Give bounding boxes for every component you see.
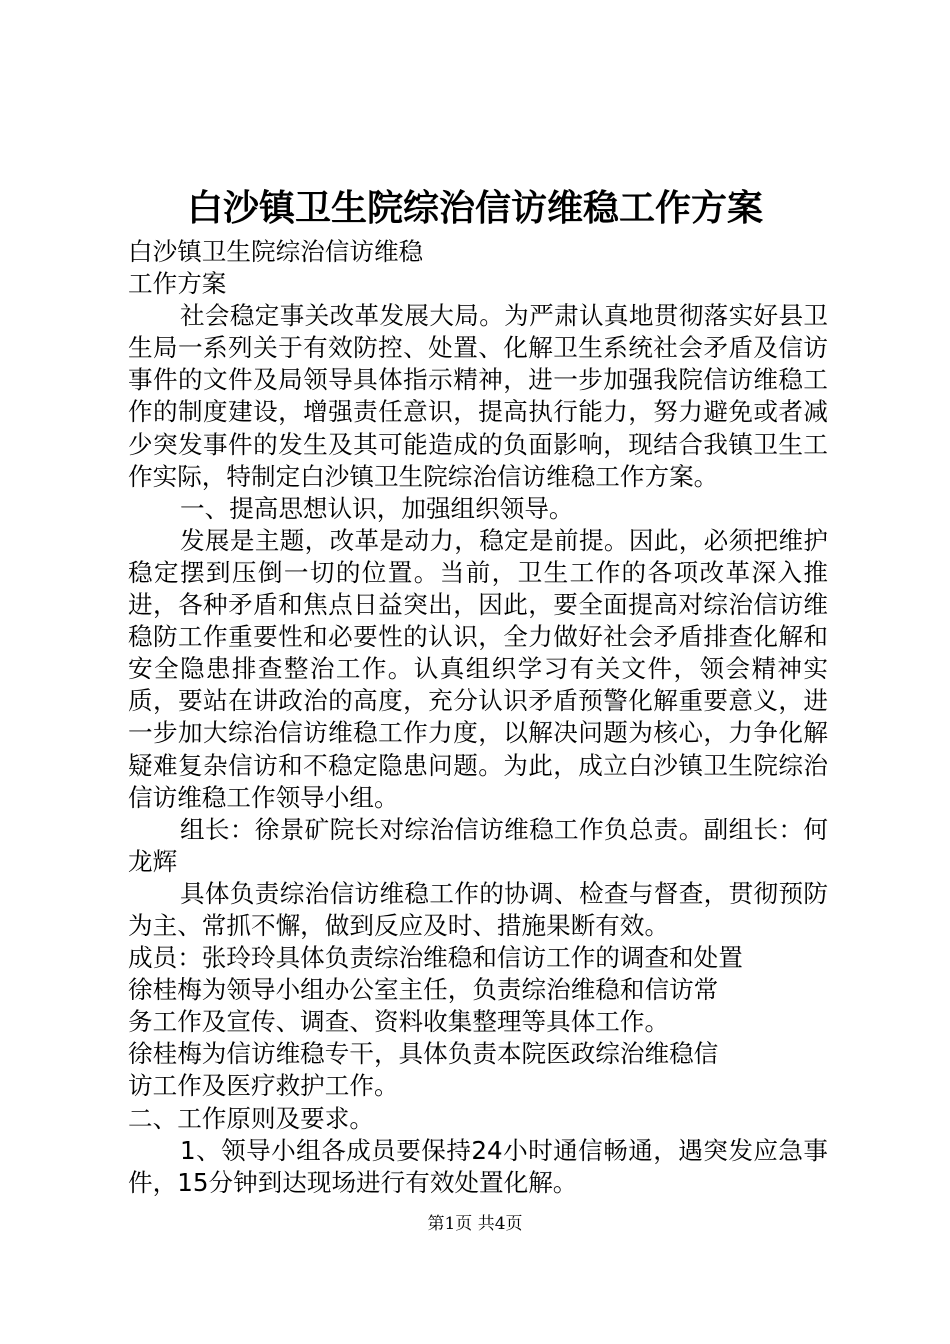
- member-line-4: 徐桂梅为信访维稳专干，具体负责本院医政综治维稳信: [128, 1039, 719, 1069]
- member-line-2: 徐桂梅为领导小组办公室主任，负责综治维稳和信访常: [128, 975, 719, 1005]
- page-footer: [0, 1212, 950, 1236]
- section-1-paragraph: 发展是主题，改革是动力，稳定是前提。因此，必须把维护稳定摆到压倒一切的位置。当前，卫生工作的各项改革深入推进，各种矛盾和焦点日益突出，因此，要全面提高对综治信访维稳防工作重要性和必要性的认识，全力做好社会矛盾排查化解和安全隐患排查整治工作。认真组织学习有关文件，领会精神实质，要站在讲政治的高度，充分认识矛盾预警化解重要意义，进一步加大综治信访维稳工作力度，以解决问题为核心，力争化解疑难复杂信访和不稳定隐患问题。为此，成立白沙镇卫生院综治信访维稳工作领导小组。: [128, 525, 828, 812]
- document-title: 白沙镇卫生院综治信访维稳工作方案: [186, 187, 763, 229]
- subtitle-line-1: 白沙镇卫生院综治信访维稳: [128, 237, 424, 266]
- member-line-5: 访工作及医疗救护工作。: [128, 1071, 399, 1101]
- subtitle-line-2: 工作方案: [128, 269, 227, 299]
- responsibility-paragraph: 具体负责综治信访维稳工作的协调、检查与督查，贯彻预防为主、常抓不懈，做到反应及时、措施果断有效。: [128, 878, 828, 940]
- document-body: [128, 236, 828, 1199]
- requirement-paragraph-1: 1、领导小组各成员要保持24小时通信畅通，遇突发应急事件，15分钟到达现场进行有效处置化解。: [128, 1135, 828, 1197]
- leader-paragraph: 组长：徐景矿院长对综治信访维稳工作负总责。副组长：何龙辉: [128, 814, 828, 876]
- section-heading-1: 一、提高思想认识，加强组织领导。: [180, 493, 574, 523]
- member-line-1: 成员：张玲玲具体负责综治维稳和信访工作的调查和处置: [128, 943, 743, 973]
- intro-paragraph: 社会稳定事关改革发展大局。为严肃认真地贯彻落实好县卫生局一系列关于有效防控、处置、化解卫生系统社会矛盾及信访事件的文件及局领导具体指示精神，进一步加强我院信访维稳工作的制度建设，增强责任意识，提高执行能力，努力避免或者减少突发事件的发生及其可能造成的负面影响，现结合我镇卫生工作实际，特制定白沙镇卫生院综治信访维稳工作方案。: [128, 301, 828, 491]
- member-line-3: 务工作及宣传、调查、资料收集整理等具体工作。: [128, 1007, 670, 1037]
- page-number: 第1页 共4页: [427, 1214, 523, 1234]
- section-heading-2: 二、工作原则及要求。: [128, 1103, 374, 1133]
